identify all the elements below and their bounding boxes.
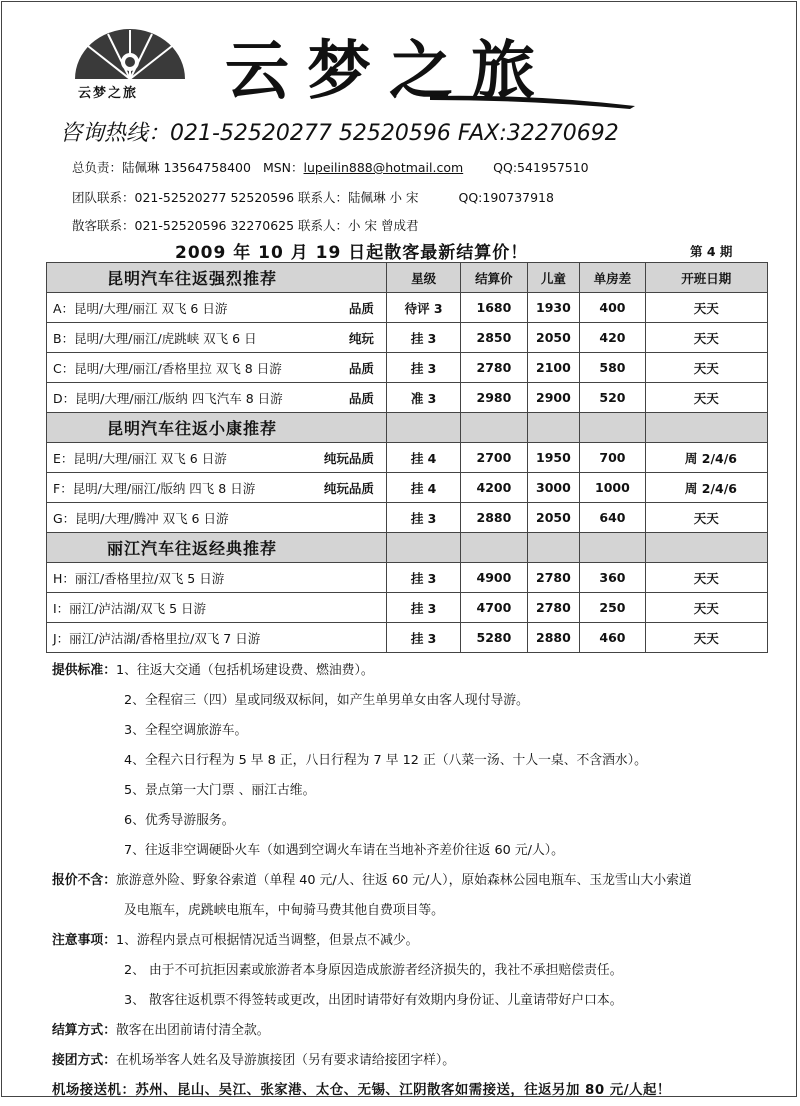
section-title: 丽江汽车往返经典推荐 — [47, 533, 387, 563]
schedule-cell: 天天 — [645, 323, 767, 353]
hotline: 咨询热线：021-52520277 52520596 FAX:32270692 — [60, 121, 619, 146]
table-row — [47, 623, 768, 653]
attention-item: 1、游程内景点可根据情况适当调整，但景点不减少。 — [115, 933, 419, 948]
single-cell: 250 — [580, 593, 645, 623]
brush-stroke-icon — [430, 92, 640, 110]
route-tag: 品质 — [348, 390, 374, 406]
child-cell: 2780 — [527, 563, 580, 593]
brand-title: 云梦之旅 — [225, 35, 553, 109]
schedule-cell: 天天 — [645, 353, 767, 383]
section-header-row — [47, 263, 768, 293]
provide-label: 提供标准： — [52, 663, 116, 678]
provide-row: 4、全程六日行程为 5 早 8 正，八日行程为 7 早 12 正（八菜一汤、十人一桌、不含酒水）。 — [124, 753, 647, 768]
single-cell: 460 — [580, 623, 645, 653]
star-cell: 挂 4 — [386, 473, 460, 503]
route-tag: 纯玩品质 — [323, 450, 374, 466]
settle-row — [52, 1016, 692, 1046]
route-cell — [47, 593, 387, 623]
route-tag: 品质 — [348, 360, 374, 376]
manager-line — [72, 158, 589, 176]
route-tag: 纯玩品质 — [323, 480, 374, 496]
child-cell: 2050 — [527, 323, 580, 353]
exclude-row — [52, 866, 692, 896]
team-qq: QQ:190737918 — [458, 190, 554, 205]
star-cell: 待评 3 — [386, 293, 460, 323]
exclude-label: 报价不含： — [52, 873, 116, 888]
route-cell — [47, 353, 387, 383]
route-cell — [47, 623, 387, 653]
team-contact-line — [72, 188, 554, 206]
header-star: 星级 — [386, 263, 460, 293]
pickup-label: 接团方式： — [52, 1053, 116, 1068]
route-cell — [47, 323, 387, 353]
provide-row: 2、全程宿三（四）星或同级双标间，如产生单男单女由客人现付导游。 — [124, 693, 529, 708]
schedule-cell: 天天 — [645, 383, 767, 413]
child-cell: 2780 — [527, 593, 580, 623]
route-name: A：昆明/大理/丽江 双飞 6 日游 — [53, 300, 228, 316]
single-cell: 700 — [580, 443, 645, 473]
single-cell: 520 — [580, 383, 645, 413]
individual-contact: 散客联系：021-52520596 32270625 联系人：小 宋 曾成君 — [72, 218, 419, 233]
child-cell: 1930 — [527, 293, 580, 323]
attention-row — [52, 926, 692, 956]
route-tag: 纯玩 — [348, 330, 374, 346]
star-cell: 挂 4 — [386, 443, 460, 473]
attention-row: 2、 由于不可抗拒因素或旅游者本身原因造成旅游者经济损失的，我社不承担赔偿责任。 — [124, 963, 623, 978]
settle-label: 结算方式： — [52, 1023, 116, 1038]
child-cell: 2050 — [527, 503, 580, 533]
route-cell — [47, 503, 387, 533]
qq-number: QQ:541957510 — [493, 160, 589, 175]
provide-row — [52, 656, 692, 686]
header-schedule: 开班日期 — [645, 263, 767, 293]
table-row — [47, 473, 768, 503]
section-header-row — [47, 533, 768, 563]
section-header-row — [47, 413, 768, 443]
section-title: 昆明汽车往返小康推荐 — [47, 413, 387, 443]
route-name: D：昆明/大理/丽江/版纳 四飞汽车 8 日游 — [53, 390, 283, 406]
header-price: 结算价 — [461, 263, 527, 293]
schedule-cell: 天天 — [645, 503, 767, 533]
schedule-cell: 周 2/4/6 — [645, 473, 767, 503]
table-row — [47, 323, 768, 353]
pickup-row — [52, 1046, 692, 1076]
price-cell: 4700 — [461, 593, 527, 623]
child-cell: 2900 — [527, 383, 580, 413]
route-name: E：昆明/大理/丽江 双飞 6 日游 — [53, 450, 227, 466]
route-name: H：丽江/香格里拉/双飞 5 日游 — [53, 570, 225, 586]
msn-email-link[interactable]: lupeilin888@hotmail.com — [303, 160, 464, 175]
table-row — [47, 293, 768, 323]
star-cell: 挂 3 — [386, 563, 460, 593]
provide-row: 5、景点第一大门票 、丽江古维。 — [124, 783, 316, 798]
individual-contact-line — [72, 216, 419, 234]
peacock-fan-icon — [70, 24, 190, 84]
airport-text: 苏州、昆山、吴江、张家港、太仓、无锡、江阴散客如需接送，往返另加 80 元/人起！ — [135, 1083, 671, 1098]
route-name: I：丽江/泸沽湖/双飞 5 日游 — [53, 600, 207, 616]
table-row — [47, 443, 768, 473]
settle-text: 散客在出团前请付清全款。 — [115, 1023, 270, 1038]
pickup-text: 在机场举客人姓名及导游旗接团（另有要求请给接团字样）。 — [115, 1053, 456, 1068]
provide-row: 6、优秀导游服务。 — [124, 813, 235, 828]
airport-row — [52, 1076, 692, 1106]
star-cell: 挂 3 — [386, 623, 460, 653]
manager-contact: 总负责：陆佩琳 13564758400 — [72, 160, 251, 175]
attention-label: 注意事项： — [52, 933, 116, 948]
table-row — [47, 353, 768, 383]
schedule-cell: 周 2/4/6 — [645, 443, 767, 473]
provide-row: 3、全程空调旅游车。 — [124, 723, 248, 738]
route-name: J：丽江/泸沽湖/香格里拉/双飞 7 日游 — [53, 630, 261, 646]
child-cell: 2100 — [527, 353, 580, 383]
route-name: B：昆明/大理/丽江/虎跳峡 双飞 6 日 — [53, 330, 257, 346]
price-cell: 2850 — [461, 323, 527, 353]
schedule-cell: 天天 — [645, 293, 767, 323]
child-cell: 3000 — [527, 473, 580, 503]
route-cell — [47, 443, 387, 473]
schedule-cell: 天天 — [645, 563, 767, 593]
price-cell: 5280 — [461, 623, 527, 653]
star-cell: 准 3 — [386, 383, 460, 413]
star-cell: 挂 3 — [386, 353, 460, 383]
table-row — [47, 383, 768, 413]
exclude-item: 旅游意外险、野象谷索道（单程 40 元/人、往返 60 元/人），原始森林公园电瓶车、玉龙雪山大小索道 — [115, 873, 692, 888]
child-cell: 2880 — [527, 623, 580, 653]
schedule-cell: 天天 — [645, 623, 767, 653]
logo-text: 云梦之旅 — [78, 86, 139, 101]
issue-number: 第 4 期 — [690, 244, 733, 259]
header-single: 单房差 — [580, 263, 645, 293]
msn-label: MSN： — [262, 160, 304, 175]
airport-label: 机场接送机： — [52, 1083, 136, 1098]
single-cell: 400 — [580, 293, 645, 323]
exclude-row: 及电瓶车，虎跳峡电瓶车，中甸骑马费其他自费项目等。 — [124, 903, 444, 918]
notes-section — [52, 656, 692, 1106]
star-cell: 挂 3 — [386, 503, 460, 533]
price-cell: 2780 — [461, 353, 527, 383]
header-child: 儿童 — [527, 263, 580, 293]
price-table — [46, 262, 768, 653]
headline: 2009 年 10 月 19 日起散客最新结算价！ — [175, 243, 529, 263]
price-cell: 4200 — [461, 473, 527, 503]
route-cell — [47, 563, 387, 593]
company-logo — [70, 24, 190, 110]
route-name: G：昆明/大理/腾冲 双飞 6 日游 — [53, 510, 229, 526]
route-name: C：昆明/大理/丽江/香格里拉 双飞 8 日游 — [53, 360, 282, 376]
price-cell: 1680 — [461, 293, 527, 323]
section-title: 昆明汽车往返强烈推荐 — [47, 263, 387, 293]
single-cell: 640 — [580, 503, 645, 533]
route-cell — [47, 473, 387, 503]
single-cell: 1000 — [580, 473, 645, 503]
attention-row: 3、 散客往返机票不得签转或更改，出团时请带好有效期内身份证、儿童请带好户口本。 — [124, 993, 623, 1008]
route-cell — [47, 293, 387, 323]
schedule-cell: 天天 — [645, 593, 767, 623]
single-cell: 420 — [580, 323, 645, 353]
price-cell: 2880 — [461, 503, 527, 533]
table-row — [47, 593, 768, 623]
route-name: F：昆明/大理/丽江/版纳 四飞 8 日游 — [53, 480, 256, 496]
single-cell: 580 — [580, 353, 645, 383]
route-tag: 品质 — [348, 300, 374, 316]
star-cell: 挂 3 — [386, 593, 460, 623]
provide-item: 1、往返大交通（包括机场建设费、燃油费）。 — [115, 663, 374, 678]
single-cell: 360 — [580, 563, 645, 593]
table-row — [47, 503, 768, 533]
star-cell: 挂 3 — [386, 323, 460, 353]
provide-row: 7、往返非空调硬卧火车（如遇到空调火车请在当地补齐差价往返 60 元/人）。 — [124, 843, 564, 858]
price-cell: 2980 — [461, 383, 527, 413]
route-cell — [47, 383, 387, 413]
team-contact: 团队联系：021-52520277 52520596 联系人：陆佩琳 小 宋 — [72, 190, 419, 205]
price-cell: 2700 — [461, 443, 527, 473]
price-cell: 4900 — [461, 563, 527, 593]
child-cell: 1950 — [527, 443, 580, 473]
table-row — [47, 563, 768, 593]
